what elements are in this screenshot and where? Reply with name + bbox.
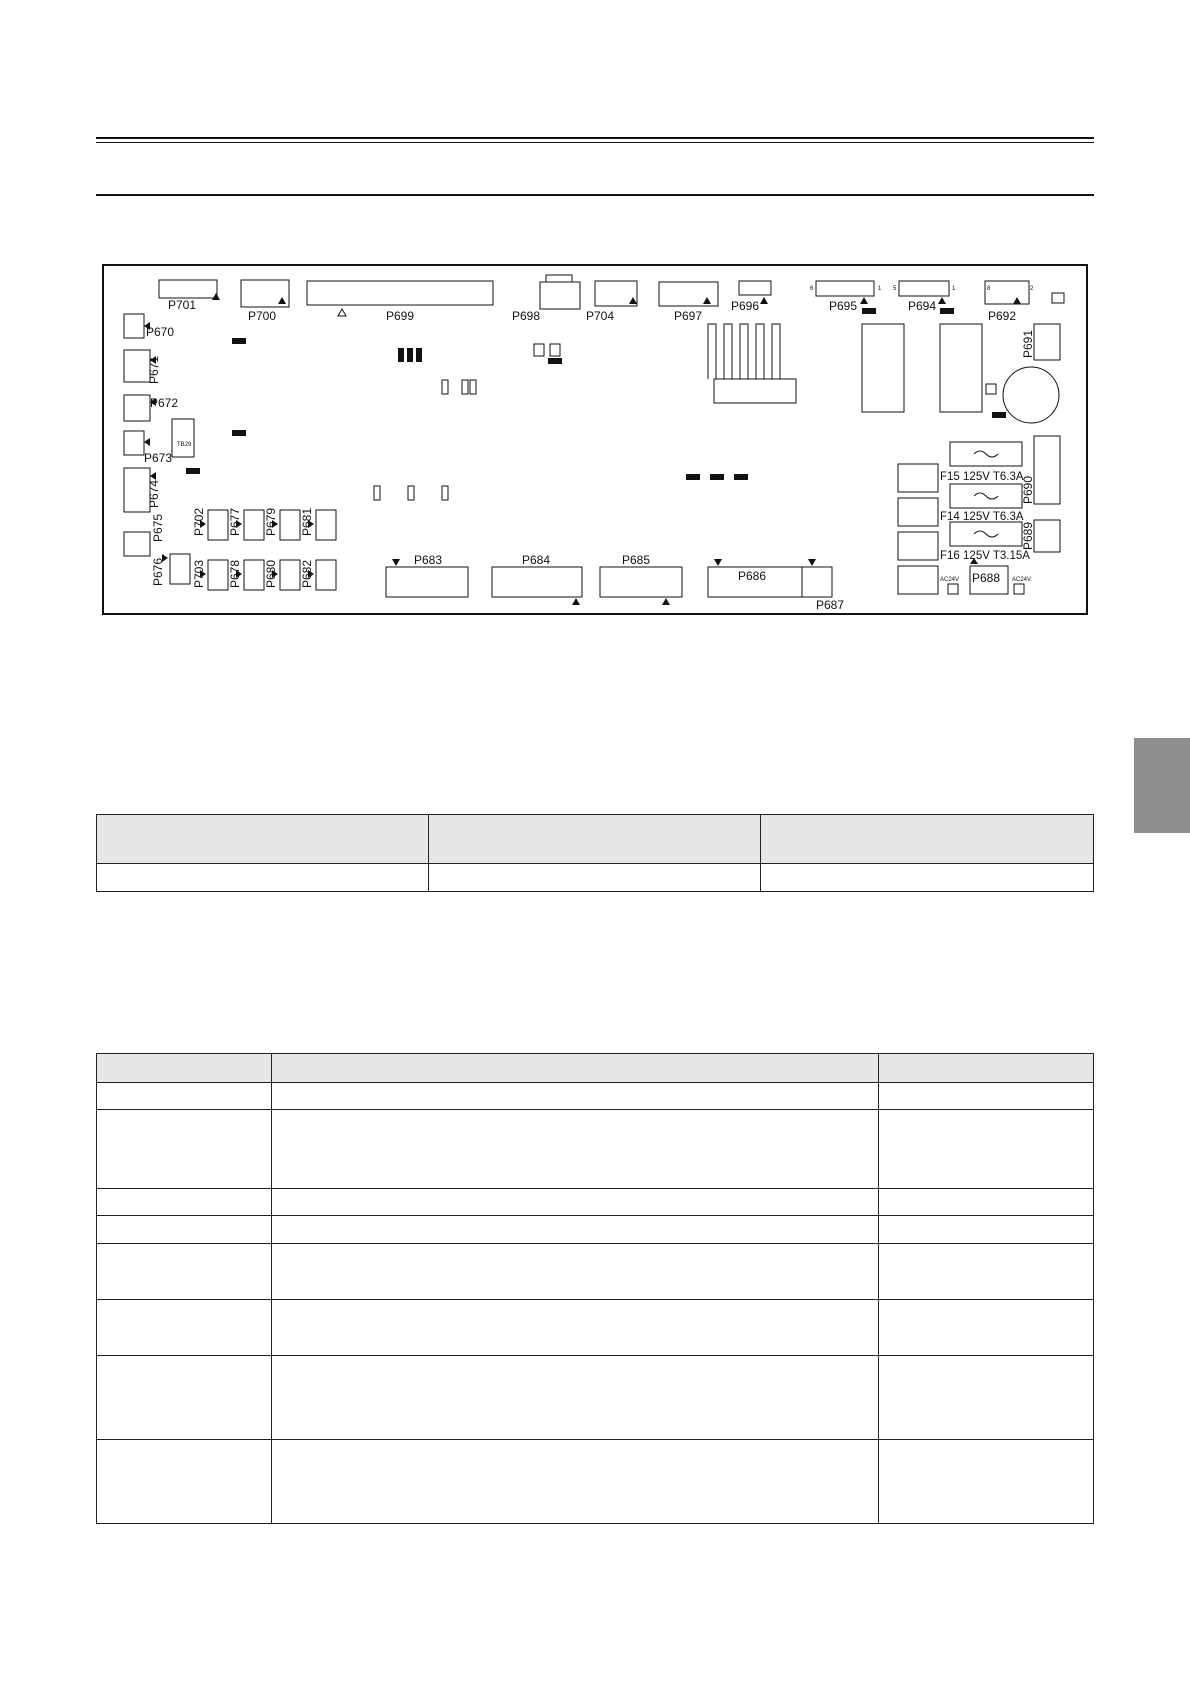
connector-p690 bbox=[1034, 436, 1060, 504]
table-row bbox=[97, 1083, 1094, 1110]
label-p701: P701 bbox=[168, 298, 197, 312]
heat-sink-base bbox=[714, 379, 796, 403]
connector-p684 bbox=[492, 567, 582, 597]
diode-c bbox=[470, 380, 476, 394]
resistor-block-3 bbox=[898, 532, 938, 560]
connector-p703 bbox=[208, 560, 228, 590]
label-ac24v-right: AC24V bbox=[1012, 577, 1032, 583]
transistor-b bbox=[407, 348, 413, 362]
label-p673: P673 bbox=[144, 451, 173, 465]
header-rule-top bbox=[96, 137, 1094, 139]
pin-mark-p695-left: 6 bbox=[810, 286, 814, 292]
diode-f bbox=[442, 486, 448, 500]
label-p700: P700 bbox=[248, 309, 277, 323]
table-row bbox=[97, 1110, 1094, 1189]
label-p696: P696 bbox=[731, 299, 760, 313]
relay-right bbox=[940, 324, 982, 412]
chip-resistor-h bbox=[862, 308, 876, 314]
connector-p699 bbox=[307, 281, 493, 305]
capacitor bbox=[1003, 367, 1059, 423]
pin1-marker-p684 bbox=[572, 598, 580, 605]
table-row bbox=[97, 1216, 1094, 1244]
connector-p695 bbox=[816, 281, 874, 296]
chip-resistor-b bbox=[232, 430, 246, 436]
label-p703: P703 bbox=[192, 559, 206, 588]
label-p695: P695 bbox=[829, 299, 858, 313]
heat-sink-fins bbox=[708, 324, 780, 379]
chip-resistor-i bbox=[940, 308, 954, 314]
label-p674: P674 bbox=[147, 479, 161, 508]
connector-p672 bbox=[124, 395, 150, 421]
resistor-block-4 bbox=[898, 566, 938, 594]
fuse-f15-symbol bbox=[974, 451, 998, 457]
pin-mark-p692-right: 2 bbox=[1030, 286, 1034, 292]
label-fuse-f14: F14 125V T6.3A bbox=[940, 511, 1024, 523]
label-fuse-f15: F15 125V T6.3A bbox=[940, 471, 1024, 483]
header-rule-second bbox=[96, 142, 1094, 143]
label-p678: P678 bbox=[228, 559, 242, 588]
detail-header-cell bbox=[272, 1054, 879, 1083]
label-p690: P690 bbox=[1021, 475, 1035, 504]
label-p694: P694 bbox=[908, 299, 937, 313]
pin-mark-p694-left: 5 bbox=[893, 286, 897, 292]
pin1-marker-p686 bbox=[714, 559, 722, 566]
ic-b bbox=[550, 344, 560, 356]
table-row bbox=[97, 1244, 1094, 1300]
test-pad-upper bbox=[986, 384, 996, 394]
label-tb29: TB29 bbox=[177, 442, 192, 448]
connector-p678 bbox=[244, 560, 264, 590]
label-p683: P683 bbox=[414, 553, 443, 567]
pin-mark-p692-left: 8 bbox=[987, 286, 991, 292]
label-p677: P677 bbox=[228, 507, 242, 536]
connector-p675 bbox=[124, 532, 150, 556]
detail-header-cell bbox=[97, 1054, 272, 1083]
connector-p702 bbox=[208, 510, 228, 540]
connector-p670 bbox=[124, 314, 144, 338]
fuse-f14-symbol bbox=[974, 493, 998, 499]
summary-header-cell bbox=[429, 815, 761, 864]
pin1-marker-p701 bbox=[212, 293, 220, 300]
connector-p692 bbox=[985, 281, 1029, 304]
pin1-marker-p683 bbox=[392, 559, 400, 566]
label-p675: P675 bbox=[151, 513, 165, 542]
small-part-top-right bbox=[1052, 293, 1064, 303]
connector-p689 bbox=[1034, 520, 1060, 552]
label-p697: P697 bbox=[674, 309, 703, 323]
pin1-marker-p674 bbox=[150, 472, 156, 480]
pcb-layout-diagram bbox=[102, 264, 1088, 616]
chip-resistor-e bbox=[686, 474, 700, 480]
detail-header-cell bbox=[879, 1054, 1094, 1083]
relay-left bbox=[862, 324, 904, 412]
label-p699: P699 bbox=[386, 309, 415, 323]
label-p689: P689 bbox=[1021, 521, 1035, 550]
pin1-marker-p697 bbox=[703, 297, 711, 304]
pin1-marker-p704 bbox=[629, 297, 637, 304]
header-rule-bottom bbox=[96, 194, 1094, 196]
diode-b bbox=[462, 380, 468, 394]
test-pad-left bbox=[948, 584, 958, 594]
connector-p679 bbox=[280, 510, 300, 540]
label-p698: P698 bbox=[512, 309, 541, 323]
connector-p680 bbox=[280, 560, 300, 590]
connector-p681 bbox=[316, 510, 336, 540]
diode-e bbox=[408, 486, 414, 500]
pin1-marker-p700 bbox=[278, 297, 286, 304]
pin1-marker-p685 bbox=[662, 598, 670, 605]
diode-d bbox=[374, 486, 380, 500]
pin1-marker-p673 bbox=[144, 438, 150, 446]
summary-header-cell bbox=[97, 815, 429, 864]
label-p691: P691 bbox=[1021, 329, 1035, 358]
table-row bbox=[97, 1300, 1094, 1356]
table-row bbox=[97, 1189, 1094, 1216]
connector-p698 bbox=[540, 282, 580, 309]
relay-tb29 bbox=[172, 419, 194, 457]
resistor-block-1 bbox=[898, 464, 938, 492]
summary-header-cell bbox=[761, 815, 1094, 864]
fuse-f16-symbol bbox=[974, 531, 998, 537]
label-p672: P672 bbox=[150, 396, 179, 410]
label-p680: P680 bbox=[264, 559, 278, 588]
connector-p685 bbox=[600, 567, 682, 597]
label-p702: P702 bbox=[192, 507, 206, 536]
chip-resistor-d bbox=[548, 358, 562, 364]
connector-p691 bbox=[1034, 324, 1060, 360]
label-p671: P671 bbox=[147, 355, 161, 384]
pin-mark-p695-right: 1 bbox=[878, 286, 882, 292]
pin1-marker-p699 bbox=[338, 309, 346, 316]
label-fuse-f16: F16 125V T3.15A bbox=[940, 550, 1030, 562]
chip-resistor-g bbox=[734, 474, 748, 480]
label-p681: P681 bbox=[300, 507, 314, 536]
chip-resistor-c bbox=[186, 468, 200, 474]
connector-p701 bbox=[159, 280, 217, 298]
label-p670: P670 bbox=[146, 325, 175, 339]
connector-p698-tab bbox=[546, 275, 572, 282]
connector-p677 bbox=[244, 510, 264, 540]
connector-p687 bbox=[802, 567, 832, 597]
label-p687: P687 bbox=[816, 598, 845, 612]
pin-mark-p694-right: 1 bbox=[952, 286, 956, 292]
pin1-marker-p694 bbox=[938, 297, 946, 304]
summary-cell bbox=[97, 864, 429, 892]
label-p685: P685 bbox=[622, 553, 651, 567]
connector-p673 bbox=[124, 431, 144, 455]
connector-p683 bbox=[386, 567, 468, 597]
summary-cell bbox=[761, 864, 1094, 892]
connector-summary-table bbox=[96, 814, 1094, 892]
pin1-marker-p692 bbox=[1013, 297, 1021, 304]
label-p688: P688 bbox=[972, 571, 1001, 585]
pin1-marker-p696 bbox=[760, 297, 768, 304]
label-ac24v-left: AC24V bbox=[940, 577, 960, 583]
table-row bbox=[97, 1440, 1094, 1524]
label-p682: P682 bbox=[300, 559, 314, 588]
label-p692: P692 bbox=[988, 309, 1017, 323]
table-row bbox=[97, 1356, 1094, 1440]
label-p684: P684 bbox=[522, 553, 551, 567]
connector-p676 bbox=[170, 554, 190, 584]
pin1-marker-p695 bbox=[860, 297, 868, 304]
section-thumb-tab bbox=[1134, 738, 1190, 833]
test-pad-right bbox=[1014, 584, 1024, 594]
connector-p682 bbox=[316, 560, 336, 590]
pin1-marker-p687 bbox=[808, 559, 816, 566]
connector-p694 bbox=[899, 281, 949, 296]
label-p679: P679 bbox=[264, 507, 278, 536]
label-p676: P676 bbox=[151, 557, 165, 586]
chip-resistor-a bbox=[232, 338, 246, 344]
transistor-a bbox=[398, 348, 404, 362]
connector-p696 bbox=[739, 281, 771, 295]
chip-resistor-j bbox=[992, 412, 1006, 418]
label-p686: P686 bbox=[738, 569, 767, 583]
ic-a bbox=[534, 344, 544, 356]
resistor-block-2 bbox=[898, 498, 938, 526]
diode-a bbox=[442, 380, 448, 394]
summary-cell bbox=[429, 864, 761, 892]
chip-resistor-f bbox=[710, 474, 724, 480]
label-p704: P704 bbox=[586, 309, 615, 323]
connector-detail-table bbox=[96, 1053, 1094, 1524]
transistor-c bbox=[416, 348, 422, 362]
